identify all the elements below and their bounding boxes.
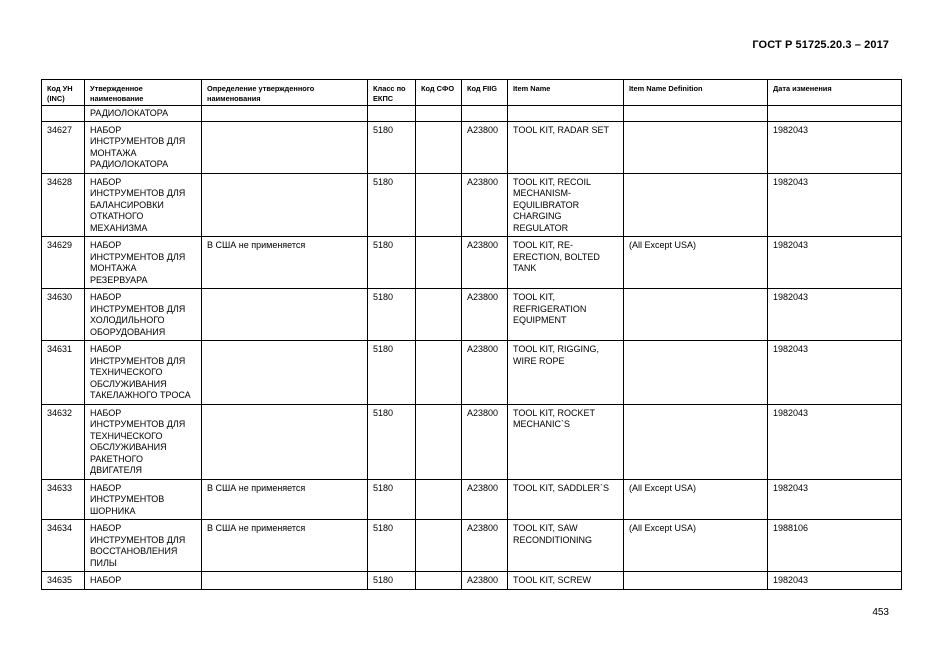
cell-change-date: 1982043	[768, 237, 902, 289]
cell-sfo-code	[416, 341, 462, 405]
cell-item-name-definition: (All Except USA)	[624, 520, 768, 572]
cell-sfo-code	[416, 237, 462, 289]
cell-sfo-code	[416, 404, 462, 479]
cell-fiig-code: A23800	[462, 237, 508, 289]
cell-ekps-class: 5180	[368, 121, 416, 173]
cell-approved-name: НАБОР	[85, 572, 202, 590]
cell-code: 34628	[42, 173, 85, 237]
cell-fiig-code: A23800	[462, 404, 508, 479]
cell-ekps-class: 5180	[368, 479, 416, 520]
cell-fiig-code: A23800	[462, 173, 508, 237]
table-row	[42, 479, 902, 520]
cell-change-date: 1988106	[768, 520, 902, 572]
cell-approved-name: НАБОР ИНСТРУМЕНТОВ ДЛЯ БАЛАНСИРОВКИ ОТКАТНОГО МЕХАНИЗМА	[85, 173, 202, 237]
table-row	[42, 572, 902, 590]
cell-ekps-class: 5180	[368, 289, 416, 341]
cell-fiig-code	[462, 106, 508, 122]
cell-approved-name: НАБОР ИНСТРУМЕНТОВ ДЛЯ МОНТАЖА РЕЗЕРВУАРА	[85, 237, 202, 289]
cell-approved-name: НАБОР ИНСТРУМЕНТОВ ШОРНИКА	[85, 479, 202, 520]
cell-item-name-definition	[624, 121, 768, 173]
cell-code: 34630	[42, 289, 85, 341]
table-row	[42, 341, 902, 405]
table-row	[42, 404, 902, 479]
cell-fiig-code: A23800	[462, 341, 508, 405]
cell-code: 34635	[42, 572, 85, 590]
cell-item-name: TOOL KIT, SCREW	[508, 572, 624, 590]
cell-sfo-code	[416, 121, 462, 173]
cell-code: 34629	[42, 237, 85, 289]
cell-ekps-class: 5180	[368, 341, 416, 405]
cell-approved-name: НАБОР ИНСТРУМЕНТОВ ДЛЯ МОНТАЖА РАДИОЛОКАТОРА	[85, 121, 202, 173]
cell-definition: В США не применяется	[202, 479, 368, 520]
header-sfo-code: Код СФО	[416, 80, 462, 106]
cell-approved-name: НАБОР ИНСТРУМЕНТОВ ДЛЯ ТЕХНИЧЕСКОГО ОБСЛУЖИВАНИЯ РАКЕТНОГО ДВИГАТЕЛЯ	[85, 404, 202, 479]
header-code: Код УН (INC)	[42, 80, 85, 106]
cell-definition: В США не применяется	[202, 520, 368, 572]
cell-item-name: TOOL KIT, RIGGING, WIRE ROPE	[508, 341, 624, 405]
cell-approved-name: РАДИОЛОКАТОРА	[85, 106, 202, 122]
cell-item-name-definition: (All Except USA)	[624, 237, 768, 289]
cell-definition	[202, 404, 368, 479]
cell-item-name-definition	[624, 404, 768, 479]
cell-change-date: 1982043	[768, 173, 902, 237]
cell-approved-name: НАБОР ИНСТРУМЕНТОВ ДЛЯ ТЕХНИЧЕСКОГО ОБСЛУЖИВАНИЯ ТАКЕЛАЖНОГО ТРОСА	[85, 341, 202, 405]
cell-definition: В США не применяется	[202, 237, 368, 289]
cell-ekps-class: 5180	[368, 520, 416, 572]
cell-code: 34627	[42, 121, 85, 173]
cell-definition	[202, 289, 368, 341]
cell-ekps-class	[368, 106, 416, 122]
table-header-row	[42, 80, 902, 106]
cell-sfo-code	[416, 289, 462, 341]
header-fiig-code: Код FIIG	[462, 80, 508, 106]
data-table	[41, 79, 902, 590]
cell-item-name-definition: (All Except USA)	[624, 479, 768, 520]
header-item-name: Item Name	[508, 80, 624, 106]
cell-change-date	[768, 106, 902, 122]
cell-item-name: TOOL KIT, RE-ERECTION, BOLTED TANK	[508, 237, 624, 289]
cell-ekps-class: 5180	[368, 572, 416, 590]
cell-change-date: 1982043	[768, 404, 902, 479]
cell-ekps-class: 5180	[368, 173, 416, 237]
cell-sfo-code	[416, 106, 462, 122]
page-number: 453	[872, 607, 889, 618]
cell-definition	[202, 121, 368, 173]
table-row	[42, 520, 902, 572]
cell-change-date: 1982043	[768, 341, 902, 405]
table-row	[42, 289, 902, 341]
cell-fiig-code: A23800	[462, 479, 508, 520]
cell-approved-name: НАБОР ИНСТРУМЕНТОВ ДЛЯ ВОССТАНОВЛЕНИЯ ПИЛЫ	[85, 520, 202, 572]
table-row	[42, 121, 902, 173]
cell-definition	[202, 106, 368, 122]
cell-code: 34631	[42, 341, 85, 405]
cell-item-name: TOOL KIT, ROCKET MECHANIC`S	[508, 404, 624, 479]
cell-definition	[202, 572, 368, 590]
cell-fiig-code: A23800	[462, 572, 508, 590]
cell-item-name: TOOL KIT, SADDLER`S	[508, 479, 624, 520]
cell-change-date: 1982043	[768, 289, 902, 341]
cell-definition	[202, 173, 368, 237]
cell-sfo-code	[416, 572, 462, 590]
cell-item-name	[508, 106, 624, 122]
cell-fiig-code: A23800	[462, 289, 508, 341]
cell-item-name-definition	[624, 572, 768, 590]
cell-code: 34633	[42, 479, 85, 520]
cell-item-name: TOOL KIT, REFRIGERATION EQUIPMENT	[508, 289, 624, 341]
header-definition: Определение утвержденного наименования	[202, 80, 368, 106]
cell-code	[42, 106, 85, 122]
header-ekps-class: Класс по ЕКПС	[368, 80, 416, 106]
cell-ekps-class: 5180	[368, 404, 416, 479]
cell-item-name-definition	[624, 173, 768, 237]
cell-definition	[202, 341, 368, 405]
table-row	[42, 237, 902, 289]
document-standard-header: ГОСТ Р 51725.20.3 – 2017	[752, 39, 889, 51]
cell-code: 34634	[42, 520, 85, 572]
cell-code: 34632	[42, 404, 85, 479]
cell-item-name: TOOL KIT, RECOIL MECHANISM-EQUILIBRATOR CHARGING REGULATOR	[508, 173, 624, 237]
cell-item-name-definition	[624, 289, 768, 341]
table-row	[42, 173, 902, 237]
cell-fiig-code: A23800	[462, 520, 508, 572]
cell-change-date: 1982043	[768, 572, 902, 590]
cell-fiig-code: A23800	[462, 121, 508, 173]
cell-sfo-code	[416, 479, 462, 520]
cell-change-date: 1982043	[768, 121, 902, 173]
cell-approved-name: НАБОР ИНСТРУМЕНТОВ ДЛЯ ХОЛОДИЛЬНОГО ОБОРУДОВАНИЯ	[85, 289, 202, 341]
cell-item-name-definition	[624, 341, 768, 405]
cell-ekps-class: 5180	[368, 237, 416, 289]
cell-sfo-code	[416, 173, 462, 237]
continuation-row	[42, 106, 902, 122]
cell-change-date: 1982043	[768, 479, 902, 520]
cell-item-name: TOOL KIT, SAW RECONDITIONING	[508, 520, 624, 572]
header-item-name-definition: Item Name Definition	[624, 80, 768, 106]
cell-item-name: TOOL KIT, RADAR SET	[508, 121, 624, 173]
header-change-date: Дата изменения	[768, 80, 902, 106]
header-approved-name: Утвержденное наименование	[85, 80, 202, 106]
cell-sfo-code	[416, 520, 462, 572]
cell-item-name-definition	[624, 106, 768, 122]
